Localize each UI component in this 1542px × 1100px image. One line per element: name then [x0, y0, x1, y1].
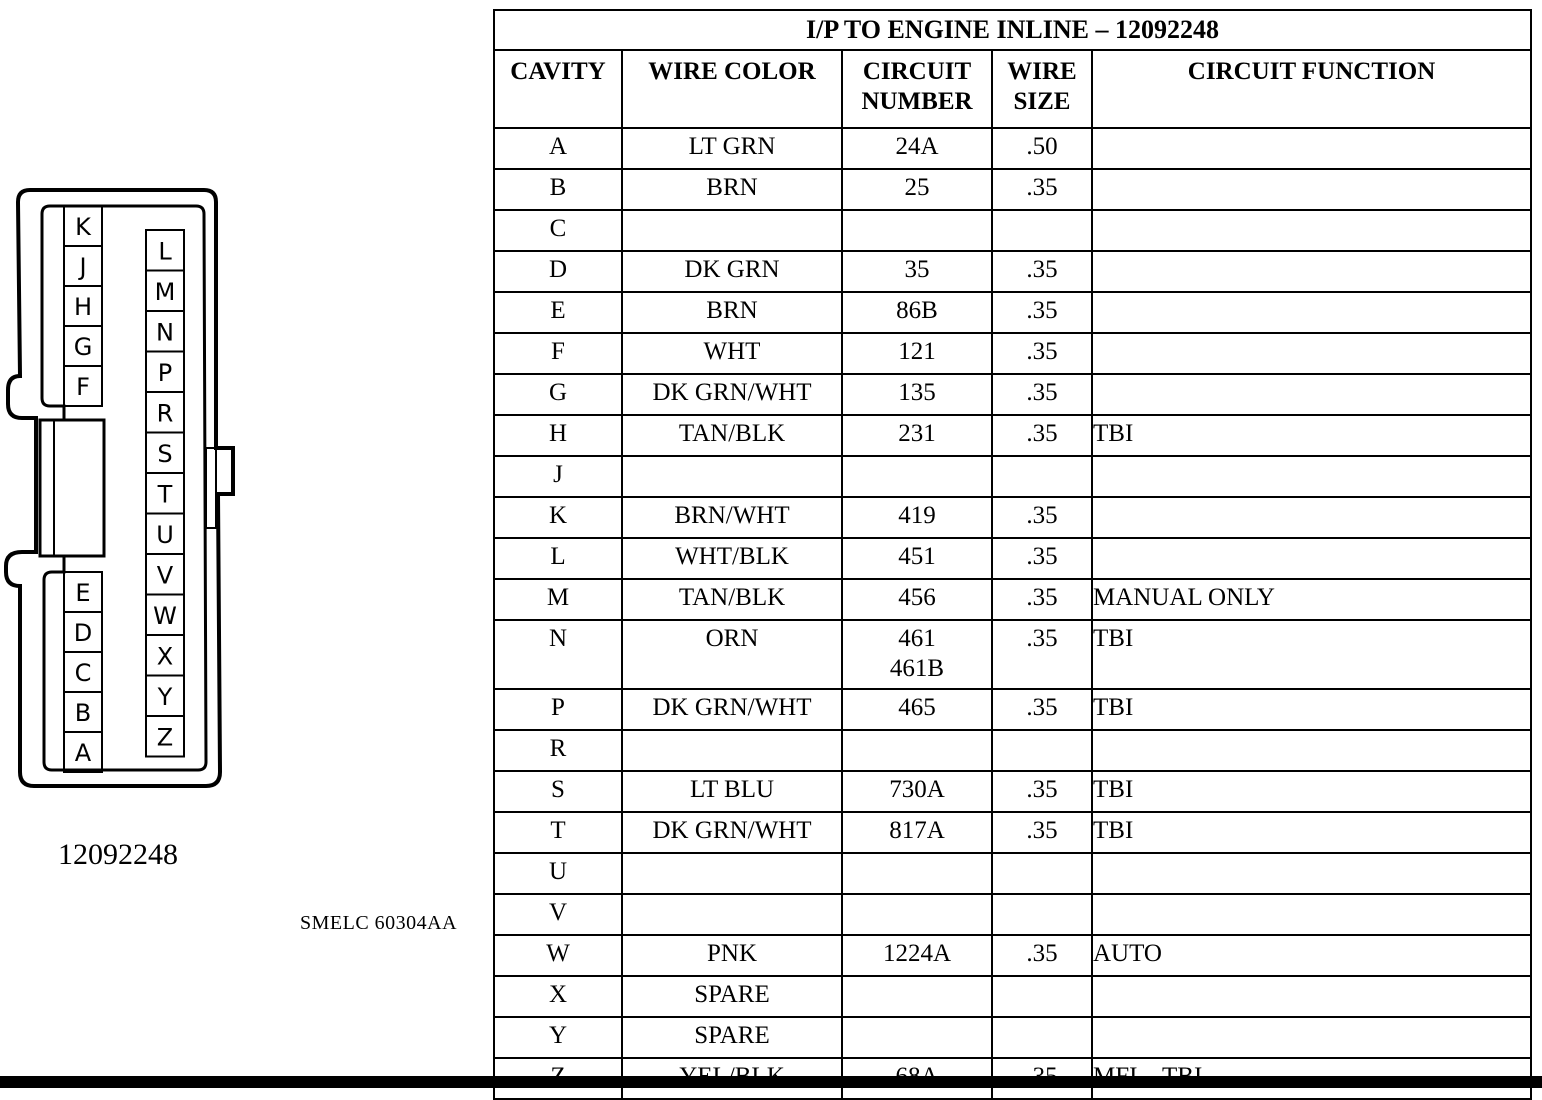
wire-color-cell: TAN/BLK [622, 415, 842, 456]
left-pin-column [64, 206, 102, 772]
cavity-cell: B [494, 169, 622, 210]
cavity-cell: A [494, 128, 622, 169]
connector-side-key [206, 448, 216, 528]
cavity-cell: Y [494, 1017, 622, 1058]
connector-pin-label: R [156, 399, 174, 428]
wire-color-cell [622, 894, 842, 935]
connector-pin-x [146, 635, 184, 676]
header-wire-size-line1: WIRE [1007, 58, 1077, 85]
cavity-cell: E [494, 292, 622, 333]
cavity-cell: U [494, 853, 622, 894]
connector-pin-c [64, 652, 102, 692]
connector-inner-outline [42, 206, 206, 770]
circuit-number-value: 35 [904, 256, 930, 283]
circuit-number-cell [842, 894, 992, 935]
connector-pin-v [146, 554, 184, 595]
table-row [494, 128, 1531, 169]
right-pin-column [146, 230, 184, 757]
cavity-cell: F [494, 333, 622, 374]
circuit-number-value: 24A [895, 133, 939, 160]
connector-pin-label: T [157, 480, 173, 509]
connector-pin-label: E [75, 579, 91, 607]
wire-size-cell: .35 [992, 497, 1092, 538]
circuit-function-cell [1092, 730, 1531, 771]
connector-pin-label: M [154, 277, 176, 306]
cavity-cell: L [494, 538, 622, 579]
wire-color-cell [622, 853, 842, 894]
circuit-function-cell [1092, 894, 1531, 935]
connector-pin-h [64, 286, 102, 326]
wire-color-cell: PNK [622, 935, 842, 976]
wire-size-cell: .35 [992, 333, 1092, 374]
table-row [494, 456, 1531, 497]
cavity-cell: V [494, 894, 622, 935]
circuit-number-value: 1224A [882, 940, 952, 967]
wire-color-cell: LT GRN [622, 128, 842, 169]
connector-pin-label: Z [156, 723, 174, 752]
circuit-number-value: 730A [889, 776, 945, 803]
wire-color-cell: WHT/BLK [622, 538, 842, 579]
circuit-function-cell: MANUAL ONLY [1092, 579, 1531, 620]
circuit-number-value: 461 [898, 625, 936, 652]
circuit-number-cell [842, 251, 992, 292]
cavity-cell: G [494, 374, 622, 415]
circuit-number-value: 419 [898, 502, 936, 529]
connector-pin-a [64, 732, 102, 772]
wire-size-cell [992, 894, 1092, 935]
wire-color-cell: BRN [622, 292, 842, 333]
circuit-function-cell [1092, 251, 1531, 292]
circuit-number-value: 817A [889, 817, 945, 844]
table-row [494, 976, 1531, 1017]
connector-pin-s [146, 433, 184, 474]
header-circuit-function: CIRCUIT FUNCTION [1092, 50, 1531, 128]
wire-color-cell [622, 456, 842, 497]
connector-pin-label: H [73, 293, 93, 321]
circuit-number-cell [842, 771, 992, 812]
connector-pin-label: B [74, 699, 92, 727]
circuit-number-value: 135 [898, 379, 936, 406]
wire-size-cell: .35 [992, 771, 1092, 812]
table-row [494, 771, 1531, 812]
circuit-number-value: 25 [904, 174, 930, 201]
wire-size-cell: .50 [992, 128, 1092, 169]
connector-pin-p [146, 352, 184, 393]
table-header-row [494, 50, 1531, 128]
wire-color-cell: BRN/WHT [622, 497, 842, 538]
circuit-number-cell [842, 935, 992, 976]
circuit-function-cell: AUTO [1092, 935, 1531, 976]
circuit-number-cell [842, 415, 992, 456]
wire-size-cell [992, 853, 1092, 894]
circuit-number-value: 86B [896, 297, 938, 324]
circuit-number-cell [842, 292, 992, 333]
wire-size-cell: .35 [992, 935, 1092, 976]
wire-size-cell [992, 976, 1092, 1017]
circuit-function-cell: TBI [1092, 689, 1531, 730]
connector-face-diagram [0, 0, 470, 820]
connector-pin-label: K [75, 213, 91, 241]
cavity-cell: R [494, 730, 622, 771]
connector-pin-label: W [153, 601, 177, 630]
circuit-number-cell [842, 456, 992, 497]
connector-pin-label: N [156, 318, 174, 347]
table-row [494, 894, 1531, 935]
connector-pin-d [64, 612, 102, 652]
connector-pin-e [64, 572, 102, 612]
cavity-cell: H [494, 415, 622, 456]
wire-color-cell: DK GRN/WHT [622, 812, 842, 853]
circuit-function-cell: TBI [1092, 812, 1531, 853]
circuit-function-cell [1092, 333, 1531, 374]
header-circuit-number [842, 50, 992, 128]
connector-pin-label: Y [157, 682, 173, 711]
circuit-number-cell [842, 374, 992, 415]
table-row [494, 853, 1531, 894]
connector-pin-label: A [74, 739, 92, 767]
table-row [494, 579, 1531, 620]
circuit-function-cell [1092, 128, 1531, 169]
cavity-cell: X [494, 976, 622, 1017]
connector-pin-t [146, 473, 184, 514]
table-row [494, 730, 1531, 771]
connector-part-number: 12092248 [58, 838, 178, 871]
circuit-function-cell [1092, 169, 1531, 210]
circuit-function-cell [1092, 853, 1531, 894]
circuit-function-cell [1092, 374, 1531, 415]
connector-pin-label: L [158, 237, 172, 266]
table-row [494, 812, 1531, 853]
bottom-border-rule [0, 1076, 1542, 1088]
circuit-number-value: 451 [898, 543, 936, 570]
circuit-number-cell [842, 812, 992, 853]
circuit-number-cell [842, 853, 992, 894]
circuit-number-value-secondary: 461B [889, 655, 945, 682]
wire-color-cell [622, 210, 842, 251]
connector-pin-label: P [157, 358, 173, 387]
header-circuit-number-line2: NUMBER [861, 88, 973, 115]
table-row [494, 1017, 1531, 1058]
circuit-function-cell: TBI [1092, 415, 1531, 456]
wire-color-cell: LT BLU [622, 771, 842, 812]
connector-pin-label: U [156, 520, 174, 549]
header-wire-color: WIRE COLOR [622, 50, 842, 128]
wire-size-cell: .35 [992, 620, 1092, 689]
table-row [494, 497, 1531, 538]
wire-size-cell: .35 [992, 812, 1092, 853]
circuit-function-cell [1092, 456, 1531, 497]
wire-color-cell [622, 730, 842, 771]
cavity-cell: D [494, 251, 622, 292]
cavity-cell: T [494, 812, 622, 853]
circuit-number-cell [842, 689, 992, 730]
wire-size-cell: .35 [992, 374, 1092, 415]
wire-color-cell: DK GRN/WHT [622, 374, 842, 415]
circuit-number-cell [842, 169, 992, 210]
table-row [494, 292, 1531, 333]
circuit-number-cell [842, 210, 992, 251]
header-wire-size [992, 50, 1092, 128]
table-title: I/P TO ENGINE INLINE – 12092248 [494, 10, 1531, 50]
circuit-number-cell [842, 497, 992, 538]
cavity-cell: W [494, 935, 622, 976]
circuit-function-cell: TBI [1092, 620, 1531, 689]
circuit-number-cell [842, 333, 992, 374]
circuit-number-cell [842, 128, 992, 169]
cavity-cell: P [494, 689, 622, 730]
connector-pin-label: G [73, 333, 93, 361]
wire-size-cell: .35 [992, 169, 1092, 210]
header-circuit-number-line1: CIRCUIT [862, 58, 972, 85]
connector-pin-z [146, 716, 184, 757]
connector-pin-label: X [156, 642, 174, 671]
cavity-cell: N [494, 620, 622, 689]
wire-color-cell: DK GRN [622, 251, 842, 292]
wire-size-cell [992, 1017, 1092, 1058]
table-row [494, 251, 1531, 292]
table-row [494, 935, 1531, 976]
cavity-cell: M [494, 579, 622, 620]
wire-size-cell [992, 730, 1092, 771]
circuit-number-cell [842, 1017, 992, 1058]
wire-color-cell: WHT [622, 333, 842, 374]
circuit-function-cell [1092, 538, 1531, 579]
circuit-number-value: 456 [898, 584, 936, 611]
wire-color-cell: BRN [622, 169, 842, 210]
wire-size-cell: .35 [992, 579, 1092, 620]
cavity-cell: J [494, 456, 622, 497]
connector-pin-l [146, 230, 184, 271]
connector-pin-label: V [156, 561, 174, 590]
pinout-table [493, 9, 1532, 1100]
circuit-number-cell [842, 538, 992, 579]
wire-color-cell: ORN [622, 620, 842, 689]
table-row [494, 415, 1531, 456]
header-cavity: CAVITY [494, 50, 622, 128]
circuit-number-cell [842, 730, 992, 771]
wire-size-cell: .35 [992, 689, 1092, 730]
connector-pin-u [146, 514, 184, 555]
connector-pin-label: F [76, 373, 90, 401]
reference-code: SMELC 60304AA [300, 912, 458, 934]
circuit-number-value: 121 [898, 338, 936, 365]
connector-pin-b [64, 692, 102, 732]
table-row [494, 169, 1531, 210]
wire-size-cell: .35 [992, 415, 1092, 456]
cavity-cell: K [494, 497, 622, 538]
circuit-number-cell [842, 579, 992, 620]
table-row [494, 538, 1531, 579]
wire-size-cell: .35 [992, 292, 1092, 333]
cavity-cell: C [494, 210, 622, 251]
connector-pin-k [64, 206, 102, 246]
table-row [494, 333, 1531, 374]
connector-latch-window [40, 420, 104, 556]
table-row [494, 374, 1531, 415]
circuit-function-cell [1092, 210, 1531, 251]
connector-pin-label: C [74, 659, 92, 687]
table-row [494, 210, 1531, 251]
circuit-function-cell [1092, 976, 1531, 1017]
circuit-function-cell: TBI [1092, 771, 1531, 812]
connector-pin-j [64, 246, 102, 286]
circuit-function-cell [1092, 497, 1531, 538]
connector-pin-w [146, 595, 184, 636]
cavity-cell: S [494, 771, 622, 812]
wire-color-cell: DK GRN/WHT [622, 689, 842, 730]
connector-pin-r [146, 392, 184, 433]
connector-pin-f [64, 366, 102, 406]
table-row [494, 620, 1531, 689]
connector-pin-g [64, 326, 102, 366]
circuit-number-cell [842, 620, 992, 689]
connector-pin-label: S [157, 439, 173, 468]
circuit-number-cell [842, 976, 992, 1017]
wire-size-cell: .35 [992, 251, 1092, 292]
circuit-number-value: 465 [898, 694, 936, 721]
connector-pin-m [146, 271, 184, 312]
wire-size-cell: .35 [992, 538, 1092, 579]
wire-color-cell: SPARE [622, 1017, 842, 1058]
connector-pin-label: J [79, 253, 87, 281]
circuit-function-cell [1092, 1017, 1531, 1058]
wire-color-cell: TAN/BLK [622, 579, 842, 620]
wire-size-cell [992, 210, 1092, 251]
connector-pin-y [146, 676, 184, 717]
table-title-row [494, 10, 1531, 50]
header-wire-size-line2: SIZE [1013, 88, 1071, 115]
circuit-function-cell [1092, 292, 1531, 333]
table-row [494, 689, 1531, 730]
wire-size-cell [992, 456, 1092, 497]
wire-color-cell: SPARE [622, 976, 842, 1017]
circuit-number-value: 231 [898, 420, 936, 447]
connector-pin-label: D [73, 619, 93, 647]
connector-pin-n [146, 311, 184, 352]
